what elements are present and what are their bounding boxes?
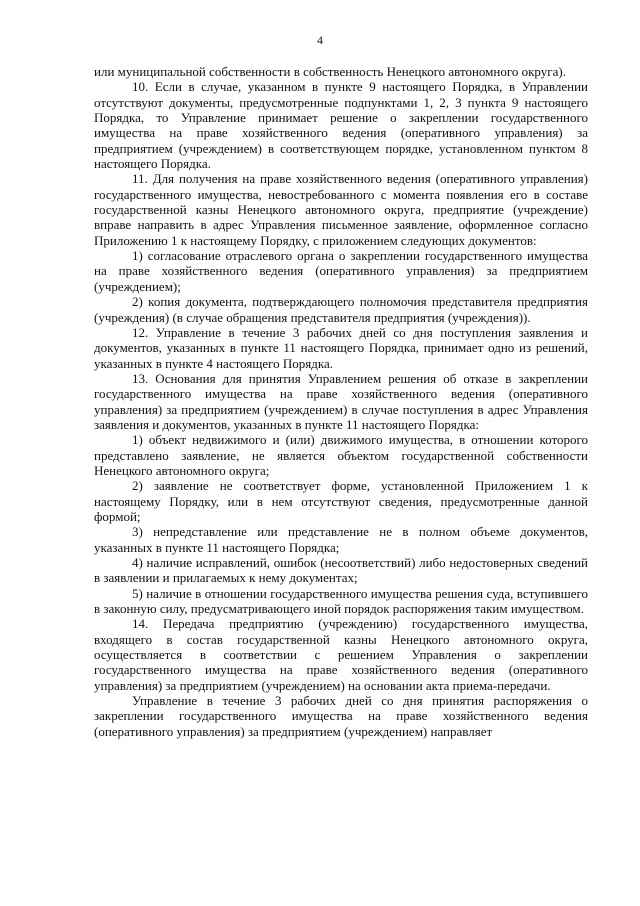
paragraph-10: 10. Если в случае, указанном в пункте 9 настоящего Порядка, в Управлении отсутствуют документы, предусмотренные подпунктами 1, 2, 3 пункта 9 настоящего Порядка, то Управление принимает решение о закреплении государственного имущества на праве хозяйственного ведения (оперативного управления) за предприятием (учреждением) в соответствующем порядке, установленном пунктом 8 настоящего Порядка. [94,79,588,172]
page-number: 4 [317,33,323,47]
paragraph-11-item-2: 2) копия документа, подтверждающего полномочия представителя предприятия (учреждения) (в случае обращения представителя предприятия (учреждения)). [94,294,588,325]
paragraph-14-continued: Управление в течение 3 рабочих дней со дня принятия распоряжения о закреплении государственного имущества на праве хозяйственного ведения (оперативного управления) за предприятием (учреждением) направляет [94,693,588,739]
paragraph-11-item-1: 1) согласование отраслевого органа о закреплении государственного имущества на праве хозяйственного ведения (оперативного управления) за предприятием (учреждением); [94,248,588,294]
paragraph-11: 11. Для получения на праве хозяйственного ведения (оперативного управления) государственного имущества, невостребованного с момента появления его в составе государственной казны Ненецкого автономного округа, предприятие (учреждение) вправе направить в адрес Управления письменное заявление, оформленное согласно Приложению 1 к настоящему Порядку, с приложением следующих документов: [94,171,588,248]
paragraph-continuation: или муниципальной собственности в собственность Ненецкого автономного округа). [94,64,566,79]
paragraph-13-item-1: 1) объект недвижимого и (или) движимого имущества, в отношении которого представлено заявление, не является объектом государственной собственности Ненецкого автономного округа; [94,432,588,478]
paragraph-13-item-2: 2) заявление не соответствует форме, установленной Приложением 1 к настоящему Порядку, или в нем отсутствуют сведения, предусмотренные данной формой; [94,478,588,524]
paragraph-14: 14. Передача предприятию (учреждению) государственного имущества, входящего в состав государственной казны Ненецкого автономного округа, осуществляется в соответствии с решением Управления о закреплении государственного имущества на праве хозяйственного ведения (оперативного управления) за предприятием (учреждением) на основании акта приема-передачи. [94,616,588,693]
paragraph-13-item-5: 5) наличие в отношении государственного имущества решения суда, вступившего в законную силу, предусматривающего иной порядок распоряжения таким имуществом. [94,585,588,617]
paragraph-13-item-3: 3) непредставление или представление не в полном объеме документов, указанных в пункте 11 настоящего Порядка; [94,524,588,555]
paragraph-12: 12. Управление в течение 3 рабочих дней со дня поступления заявления и документов, указанных в пункте 11 настоящего Порядка, принимает одно из решений, указанных в пункте 4 настоящего Порядка. [94,324,588,371]
document-body [94,64,588,739]
paragraph-13: 13. Основания для принятия Управлением решения об отказе в закреплении государственного имущества на праве хозяйственного ведения (оперативного управления) за предприятием (учреждением) в случае поступления в адрес Управления заявления и документов, указанных в пункте 11 настоящего Порядка: [94,370,588,432]
paragraph-13-item-4: 4) наличие исправлений, ошибок (несоответствий) либо недостоверных сведений в заявлении и прилагаемых к нему документах; [94,555,588,586]
